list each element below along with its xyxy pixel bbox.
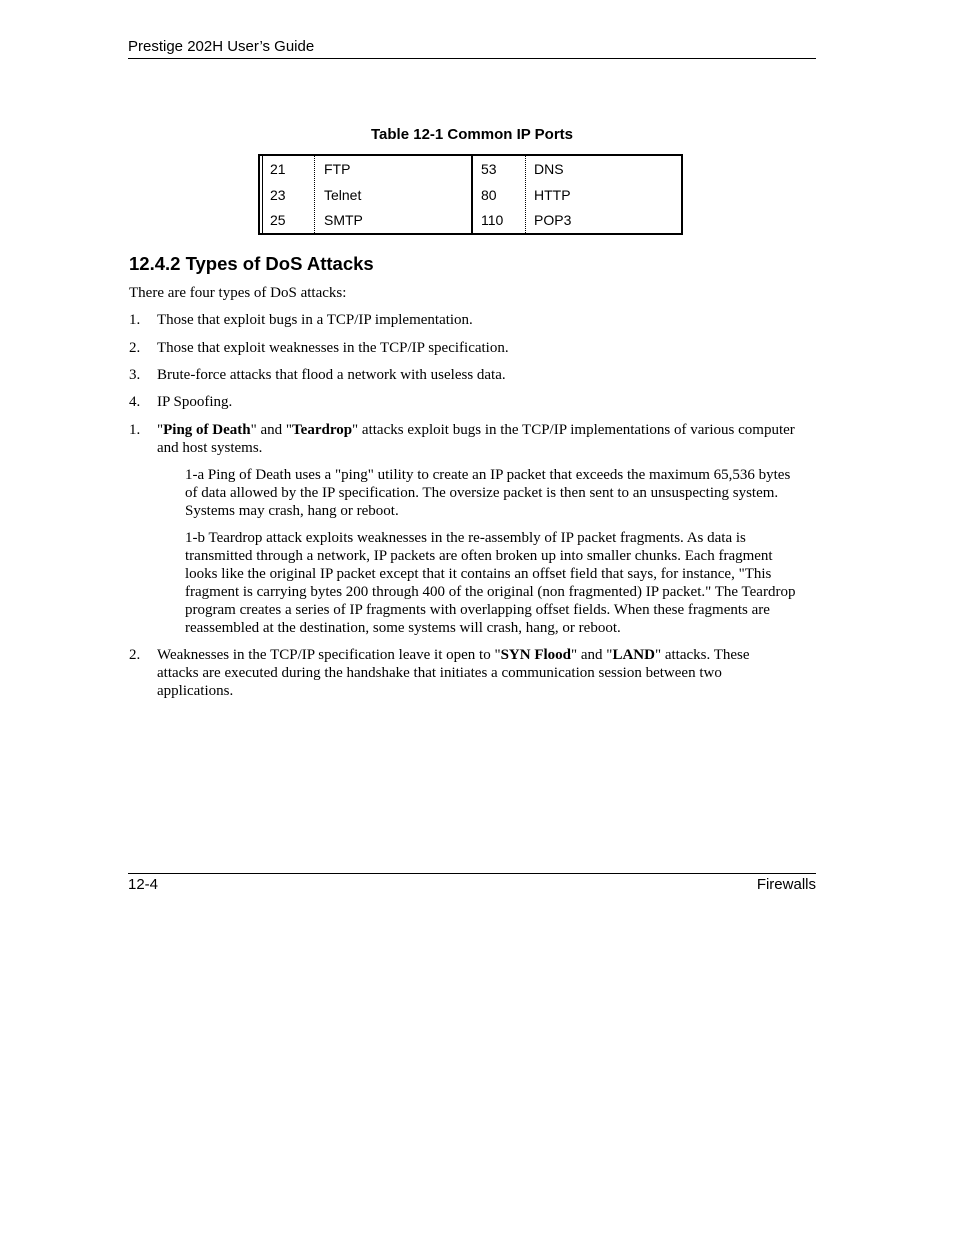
common-ip-ports-table [258, 154, 683, 235]
list-number: 2. [129, 647, 141, 663]
section-heading: 12.4.2 Types of DoS Attacks [129, 253, 374, 274]
bold-term: Ping of Death [163, 422, 251, 438]
page-header [128, 37, 816, 59]
table-cell: FTP [324, 161, 351, 177]
text-run: " and " [250, 422, 293, 438]
table-inner-border [262, 156, 263, 233]
table-cell: SMTP [324, 212, 363, 228]
quote: " [157, 422, 164, 438]
table-cell: 23 [270, 187, 286, 203]
subitem-1b: 1-b Teardrop attack exploits weaknesses in the re-assembly of IP packet fragments. As data is transmitted through a network, IP packets are often broken up into smaller chunks. Each fragment looks like the original IP packet except that it contains an offset field that says, for instance, "This fragment is carrying bytes 200 through 400 of the original (non fragmented) IP packet." The Teardrop program creates a series of IP fragments with overlapping offset fields. When these fragments are reassembled at the destination, some systems will crash, hang, or reboot. [185, 530, 796, 636]
table-cell: 110 [481, 212, 504, 228]
list-item: Brute-force attacks that flood a network with useless data. [157, 367, 506, 383]
list-item: Those that exploit weaknesses in the TCP/IP specification. [157, 340, 509, 356]
list-number: 1. [129, 422, 141, 438]
chapter-name: Firewalls [756, 876, 816, 893]
bold-term: Teardrop [292, 422, 353, 438]
list-number: 2. [129, 340, 141, 356]
table-cell: HTTP [534, 187, 571, 203]
list-number: 1. [129, 312, 141, 328]
table-divider [525, 156, 526, 233]
list-item: Those that exploit bugs in a TCP/IP implementation. [157, 312, 473, 328]
header-title: Prestige 202H User’s Guide [128, 38, 315, 55]
bold-term: LAND [612, 647, 655, 663]
table-cell: POP3 [534, 212, 572, 228]
table-divider [314, 156, 315, 233]
table-cell: 80 [481, 187, 497, 203]
bold-term: SYN Flood [500, 647, 572, 663]
table-divider [471, 156, 473, 233]
table-cell: 21 [270, 161, 286, 177]
text-run: " attacks. These attacks are executed during the handshake that initiates a communication session between two applications. [157, 647, 750, 699]
table-cell: Telnet [324, 187, 362, 203]
page-footer [128, 873, 816, 894]
section-intro: There are four types of DoS attacks: [129, 285, 347, 301]
table-cell: DNS [534, 161, 564, 177]
item2-paragraph [157, 646, 787, 700]
list-number: 3. [129, 367, 141, 383]
text-run: " and " [571, 647, 613, 663]
table-caption: Table 12-1 Common IP Ports [371, 126, 573, 143]
table-cell: 53 [481, 161, 497, 177]
list-number: 4. [129, 394, 141, 410]
item1-paragraph [157, 421, 797, 457]
list-item: IP Spoofing. [157, 394, 233, 410]
text-run: Weaknesses in the TCP/IP specification leave it open to " [157, 647, 501, 663]
text-run: " attacks exploit bugs in the TCP/IP implementations of various computer and host systems. [157, 422, 795, 456]
table-cell: 25 [270, 212, 286, 228]
page-number: 12-4 [128, 876, 159, 893]
subitem-1a: 1-a Ping of Death uses a "ping" utility to create an IP packet that exceeds the maximum 65,536 bytes of data allowed by the IP specification. The oversize packet is then sent to an unsuspecting system. Systems may crash, hang or reboot. [185, 467, 791, 519]
